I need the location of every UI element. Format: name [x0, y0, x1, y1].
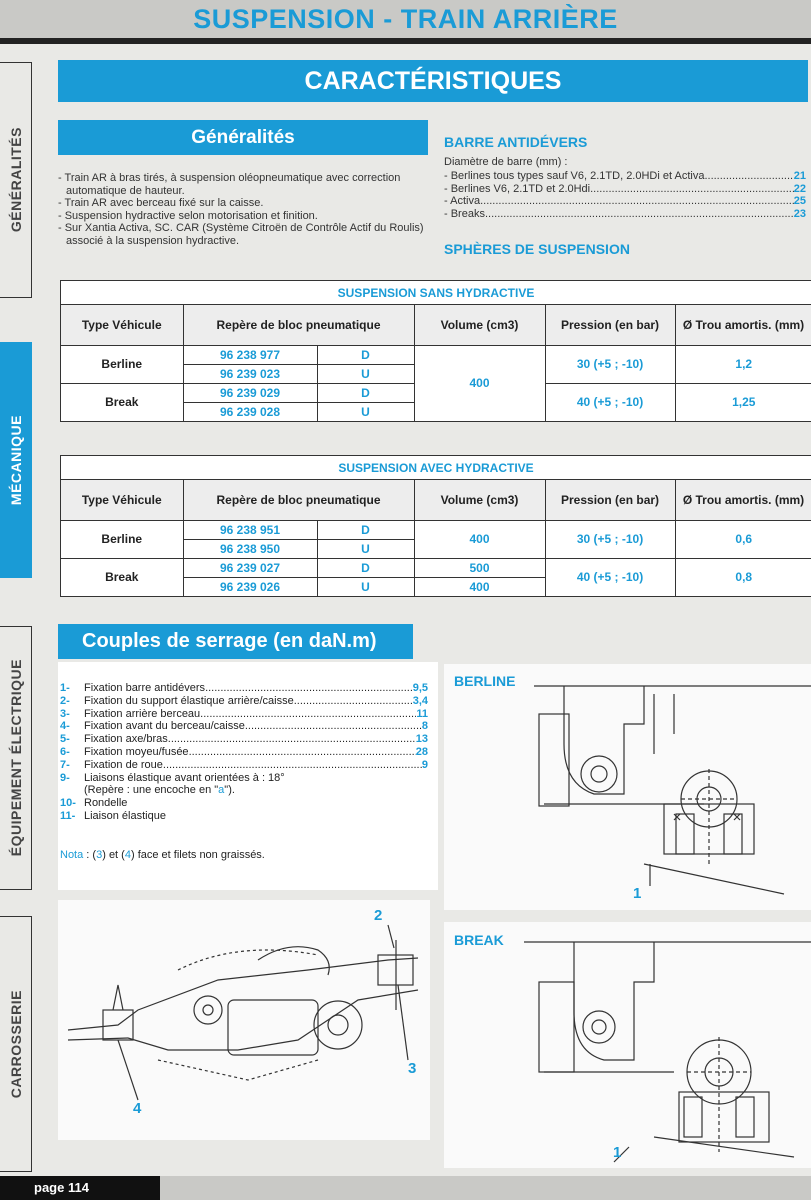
table-row: 96 239 026 U 400 — [61, 577, 811, 596]
col-header-volume: Volume (cm3) — [414, 480, 545, 520]
list-item: - Berlines V6, 2.1TD et 2.0Hdi ..... 22 — [444, 183, 806, 196]
break-label: BREAK — [454, 932, 504, 948]
col-header-repere: Repère de bloc pneumatique — [183, 480, 414, 520]
table-avec-hydractive — [60, 455, 811, 597]
couples-list — [60, 682, 428, 823]
list-item: - Sur Xantia Activa, SC. CAR (Système Citroën de Contrôle Actif du Roulis) associé à la suspension hydractive. — [58, 222, 424, 247]
generalites-title: Généralités — [58, 120, 428, 155]
col-header-pression: Pression (en bar) — [545, 305, 675, 345]
callout-1-break: 1 — [613, 1144, 622, 1161]
list-item: - Activa ..... 25 — [444, 195, 806, 208]
col-header-type: Type Véhicule — [61, 480, 183, 520]
callout-3: 3 — [408, 1060, 417, 1077]
list-item: 9- Liaisons élastique avant orientées à : 18° — [60, 771, 285, 784]
spheres-title: SPHÈRES DE SUSPENSION — [444, 241, 630, 257]
break-drawing — [444, 922, 811, 1168]
list-item: - Train AR avec berceau fixé sur la caisse. — [58, 197, 264, 209]
list-item: 11- Liaison élastique — [60, 809, 166, 822]
break-diagram — [444, 922, 811, 1168]
table-row: Berline 96 238 951 D 400 30 (+5 ; -10) 0,6 — [61, 520, 811, 539]
list-item: - Train AR à bras tirés, à suspension oléopneumatique avec correction automatique de hauteur. — [58, 172, 401, 197]
page-title: SUSPENSION - TRAIN ARRIÈRE — [193, 4, 618, 34]
barre-title: BARRE ANTIDÉVERS — [444, 134, 588, 150]
list-item: 4- Fixation avant du berceau/caisse ..... 8 — [60, 720, 428, 733]
berline-diagram — [444, 664, 811, 910]
list-item: 5- Fixation axe/bras ..... 13 — [60, 733, 428, 746]
table-row: 96 239 028 U — [61, 402, 811, 421]
barre-list — [444, 170, 806, 220]
col-header-pression: Pression (en bar) — [545, 480, 675, 520]
table-row: Break 96 239 027 D 500 40 (+5 ; -10) 0,8 — [61, 558, 811, 577]
col-header-type: Type Véhicule — [61, 305, 183, 345]
table-sans-hydractive — [60, 280, 811, 422]
assembly-diagram — [58, 900, 430, 1140]
table-title: SUSPENSION SANS HYDRACTIVE — [61, 281, 811, 305]
list-item: - Suspension hydractive selon motorisation et finition. — [58, 209, 318, 222]
list-item: - Breaks ..... 23 — [444, 208, 806, 221]
list-item: - Berlines tous types sauf V6, 2.1TD, 2.0HDi et Activa ..... 21 — [444, 170, 806, 183]
table-row: Break 96 239 029 D 40 (+5 ; -10) 1,25 — [61, 383, 811, 402]
tab-carrosserie[interactable]: CARROSSERIE — [0, 916, 32, 1172]
barre-intro: Diamètre de barre (mm) : — [444, 156, 568, 168]
col-header-volume: Volume (cm3) — [414, 305, 545, 345]
list-item: 2- Fixation du support élastique arrière/caisse ..... 3,4 — [60, 695, 428, 708]
couples-title: Couples de serrage (en daN.m) — [58, 624, 413, 659]
callout-2: 2 — [374, 907, 383, 924]
list-item: 10- Rondelle — [60, 797, 128, 810]
col-header-trou: Ø Trou amortis. (mm) — [675, 480, 811, 520]
assembly-drawing — [58, 900, 430, 1140]
page-number: page 114 — [0, 1176, 160, 1200]
col-header-repere: Repère de bloc pneumatique — [183, 305, 414, 345]
table-row: Berline 96 238 977 D 400 30 (+5 ; -10) 1,2 — [61, 345, 811, 364]
header-rule — [0, 38, 811, 44]
nota-text: Nota : (3) et (4) face et filets non graissés. — [60, 849, 265, 861]
generalites-list — [58, 172, 428, 247]
section-title: CARACTÉRISTIQUES — [58, 60, 808, 102]
callout-1-berline: 1 — [633, 885, 642, 902]
callout-4: 4 — [133, 1100, 142, 1117]
berline-label: BERLINE — [454, 673, 516, 689]
list-item: 3- Fixation arrière berceau ..... 11 — [60, 708, 428, 721]
list-item: 1- Fixation barre antidévers ..... 9,5 — [60, 682, 428, 695]
list-item: 7- Fixation de roue ..... 9 — [60, 759, 428, 772]
tab-mecanique[interactable]: MÉCANIQUE — [0, 342, 32, 578]
col-header-trou: Ø Trou amortis. (mm) — [675, 305, 811, 345]
list-item: (Repère : une encoche en "a"). — [84, 784, 235, 797]
table-row: 96 238 950 U — [61, 539, 811, 558]
table-title: SUSPENSION AVEC HYDRACTIVE — [61, 456, 811, 480]
table-row: 96 239 023 U — [61, 364, 811, 383]
berline-drawing — [444, 664, 811, 910]
list-item: 6- Fixation moyeu/fusée ..... 28 — [60, 746, 428, 759]
tab-equipement-electrique[interactable]: ÉQUIPEMENT ÉLECTRIQUE — [0, 626, 32, 890]
tab-generalites[interactable]: GÉNÉRALITÉS — [0, 62, 32, 298]
